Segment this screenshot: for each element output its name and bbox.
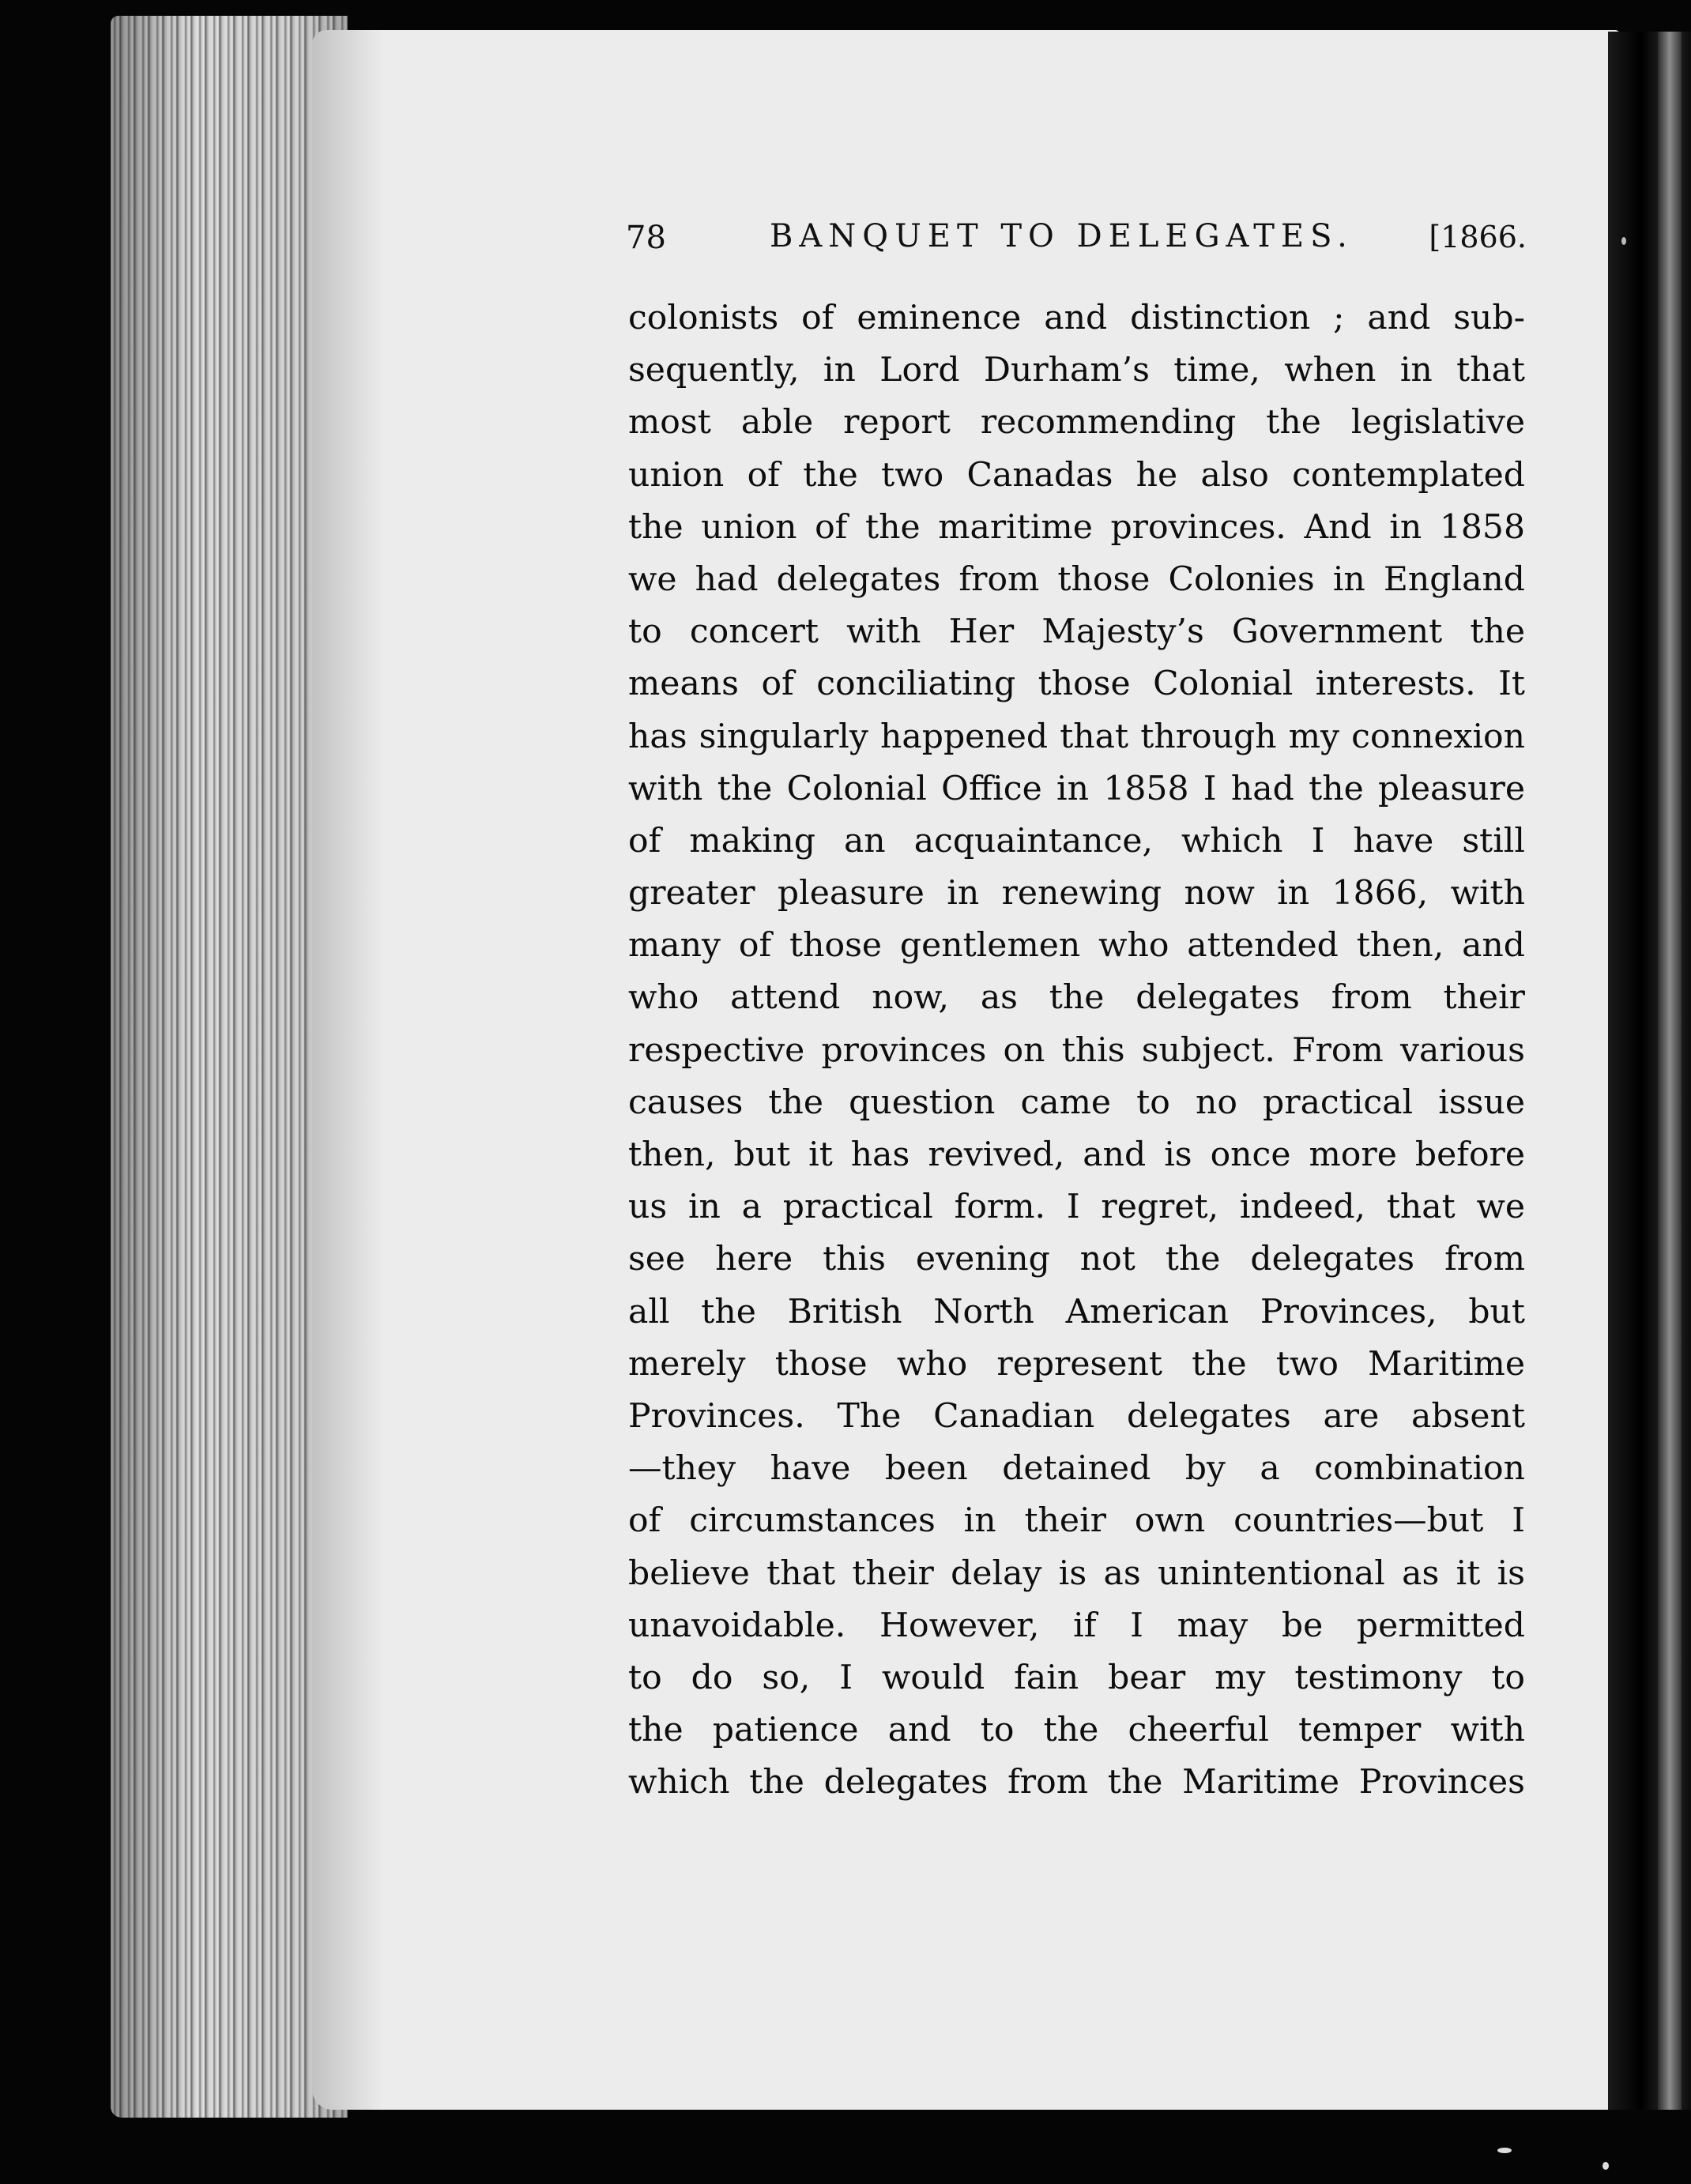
page-number: 78 <box>626 220 666 256</box>
text-line: many of those gentlemen who attended then, and <box>628 926 1525 966</box>
text-line: means of conciliating those Colonial interests. It <box>628 665 1525 704</box>
text-line: sequently, in Lord Durham’s time, when in that <box>628 351 1525 390</box>
text-line: with the Colonial Office in 1858 I had the pleasure <box>628 769 1525 808</box>
text-line: unavoidable. However, if I may be permitted <box>628 1606 1525 1645</box>
text-line: the union of the maritime provinces. And in 1858 <box>628 507 1525 547</box>
text-line: then, but it has revived, and is once more before <box>628 1135 1525 1174</box>
text-line: believe that their delay is as unintentional as it is <box>628 1553 1525 1593</box>
text-line: all the British North American Provinces, but <box>628 1292 1525 1331</box>
text-line: causes the question came to no practical issue <box>628 1083 1525 1122</box>
scan-speck <box>1602 2162 1609 2170</box>
scan-speck <box>1497 2148 1512 2153</box>
text-line: the patience and to the cheerful temper with <box>628 1711 1525 1750</box>
next-page-edge-highlight <box>1658 32 1682 2110</box>
text-line: greater pleasure in renewing now in 1866, with <box>628 874 1525 913</box>
body-text <box>628 292 1525 1809</box>
text-line: see here this evening not the delegates from <box>628 1240 1525 1279</box>
gutter-shadow <box>312 30 383 2110</box>
text-line: us in a practical form. I regret, indeed, that we <box>628 1188 1525 1227</box>
text-line: to do so, I would fain bear my testimony to <box>628 1658 1525 1697</box>
text-line: most able report recommending the legislative <box>628 403 1525 442</box>
scan-speck <box>1621 237 1626 245</box>
text-line: —they have been detained by a combination <box>628 1449 1525 1489</box>
text-line: which the delegates from the Maritime Provinces <box>628 1763 1525 1802</box>
text-line: Provinces. The Canadian delegates are absent <box>628 1396 1525 1436</box>
text-line: who attend now, as the delegates from their <box>628 978 1525 1018</box>
running-head <box>626 215 1527 270</box>
text-line: to concert with Her Majesty’s Government the <box>628 612 1525 652</box>
text-line: colonists of eminence and distinction ; and sub- <box>628 299 1525 337</box>
text-line: we had delegates from those Colonies in England <box>628 559 1525 599</box>
text-line: of making an acquaintance, which I have still <box>628 821 1525 860</box>
text-line: respective provinces on this subject. From various <box>628 1030 1525 1070</box>
text-line: of circumstances in their own countries—but I <box>628 1501 1525 1541</box>
text-line: has singularly happened that through my connexion <box>628 717 1525 756</box>
running-year: [1866. <box>1429 220 1527 254</box>
running-title: BANQUET TO DELEGATES. <box>770 218 1354 254</box>
text-line: merely those who represent the two Maritime <box>628 1344 1525 1384</box>
text-line: union of the two Canadas he also contemplated <box>628 455 1525 495</box>
